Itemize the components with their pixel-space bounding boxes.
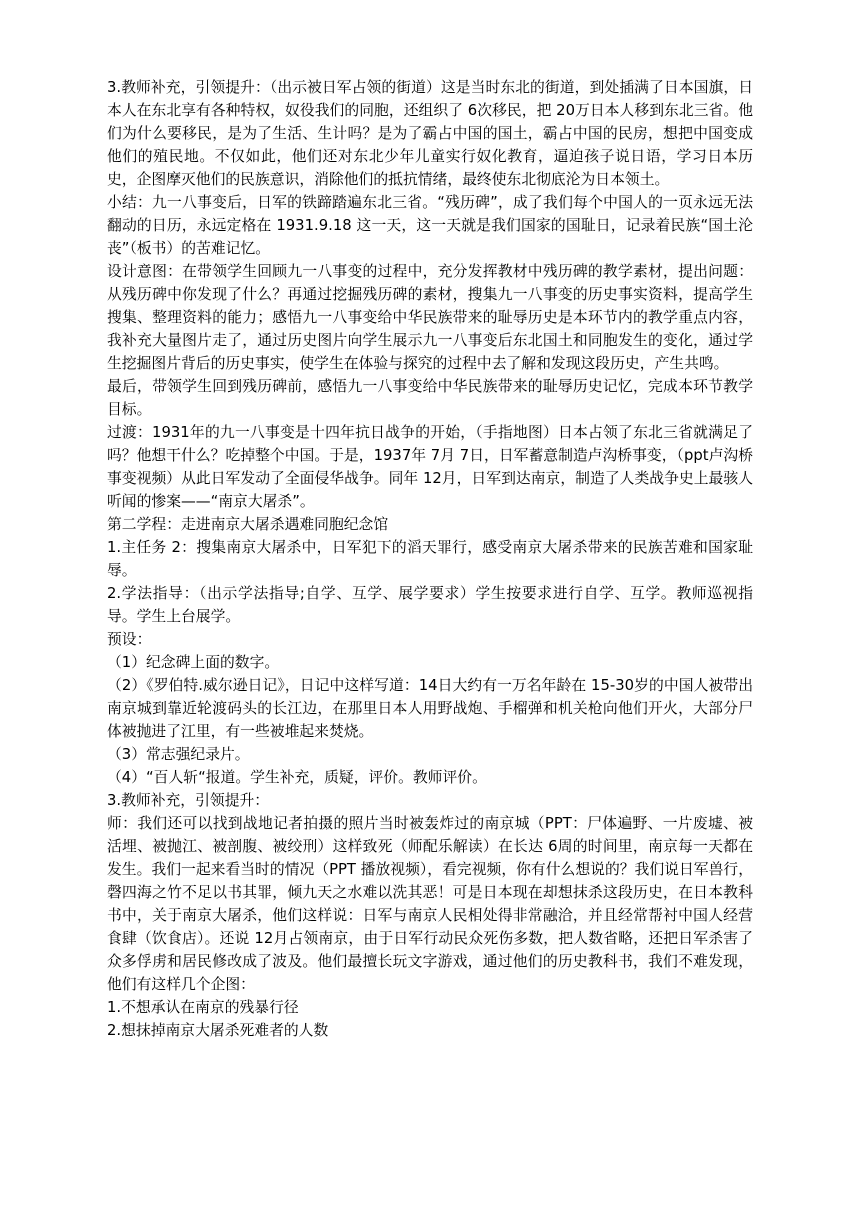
preset-item-1: （1）纪念碑上面的数字。 bbox=[107, 654, 280, 671]
paragraph-study-guidance: 2.学法指导：（出示学法指导;自学、互学、展学要求）学生按要求进行自学、互学。教师巡视指导。学生上台展学。 bbox=[107, 585, 753, 625]
list-item-intent-1: 1.不想承认在南京的残暴行径 bbox=[107, 999, 299, 1016]
section-heading-second-stage: 第二学程：走进南京大屠杀遇难同胞纪念馆 bbox=[107, 516, 389, 533]
preset-item-4: （4）“百人斩“报道。学生补充，质疑，评价。教师评价。 bbox=[107, 769, 487, 786]
paragraph-teacher-speech: 师：我们还可以找到战地记者拍摄的照片当时被轰炸过的南京城（PPT：尸体遍野、一片废墟、被活埋、被抛江、被剖腹、被绞刑）这样致死（师配乐解读）在长达 6周的时间里，南京每一天都在发生。我们一起来看当时的情况（PPT 播放视频），看完视频，你有什么想说的？我们说日军兽行，磬四海之竹不足以书其罪，倾九天之水难以洗其恶！可是日本现在却想抹杀这段历史，在日本教科书中，关于南京大屠杀，他们这样说：日军与南京人民相处得非常融洽，并且经常帮衬中国人经营食肆（饮食店）。还说 12月占领南京，由于日军行动民众死伤多数，把人数省略，还把日军杀害了众多俘虏和居民修改成了波及。他们最擅长玩文字游戏，通过他们的历史教科书，我们不难发现，他们有这样几个企图： bbox=[107, 815, 753, 993]
paragraph-summary: 小结：九一八事变后，日军的铁蹄踏遍东北三省。“残历碑”，成了我们每个中国人的一页永远无法翻动的日历，永远定格在 1931.9.18 这一天，这一天就是我们国家的国耻日，记录着民族“国土沦丧”（板书）的苦难记忆。 bbox=[107, 194, 753, 257]
paragraph-design-intent: 设计意图：在带领学生回顾九一八事变的过程中，充分发挥教材中残历碑的教学素材，提出问题：从残历碑中你发现了什么？再通过挖掘残历碑的素材，搜集九一八事变的历史事实资料，提高学生搜集、整理资料的能力；感悟九一八事变给中华民族带来的耻辱历史是本环节内的教学重点内容，我补充大量图片走了，通过历史图片向学生展示九一八事变后东北国土和同胞发生的变化，通过学生挖掘图片背后的历史事实，使学生在体验与探究的过程中去了解和发现这段历史，产生共鸣。 bbox=[107, 263, 753, 372]
list-item-intent-2: 2.想抹掉南京大屠杀死难者的人数 bbox=[107, 1022, 329, 1039]
paragraph-transition: 过渡：1931年的九一八事变是十四年抗日战争的开始，（手指地图）日本占领了东北三省就满足了吗？他想干什么？吃掉整个中国。于是，1937年 7月 7日，日军蓄意制造卢沟桥事变，（ppt卢沟桥事变视频）从此日军发动了全面侵华战争。同年 12月，日军到达南京，制造了人类战争史上最骇人听闻的惨案——“南京大屠杀”。 bbox=[107, 424, 753, 510]
document-page bbox=[107, 76, 753, 1042]
paragraph-finally: 最后，带领学生回到残历碑前，感悟九一八事变给中华民族带来的耻辱历史记忆，完成本环节教学目标。 bbox=[107, 378, 753, 418]
paragraph-presets-label: 预设： bbox=[107, 631, 152, 648]
paragraph-main-task-2: 1.主任务 2：搜集南京大屠杀中，日军犯下的滔天罪行，感受南京大屠杀带来的民族苦难和国家耻辱。 bbox=[107, 539, 753, 579]
preset-item-2: （2）《罗伯特.威尔逊日记》，日记中这样写道：14日大约有一万名年龄在 15-30岁的中国人被带出南京城到靠近轮渡码头的长江边，在那里日本人用野战炮、手榴弹和机关枪向他们开火，大部分尸体被抛进了江里，有一些被堆起来焚烧。 bbox=[107, 677, 753, 740]
preset-item-3: （3）常志强纪录片。 bbox=[107, 746, 250, 763]
paragraph-teacher-supplement-northeast: 3.教师补充，引领提升：（出示被日军占领的街道）这是当时东北的街道，到处插满了日本国旗，日本人在东北享有各种特权，奴役我们的同胞，还组织了 6次移民，把 20万日本人移到东北三省。他们为什么要移民，是为了生活、生计吗？是为了霸占中国的国土，霸占中国的民房，想把中国变成他们的殖民地。不仅如此，他们还对东北少年儿童实行奴化教育，逼迫孩子说日语，学习日本历史，企图摩灭他们的民族意识，消除他们的抵抗情绪，最终使东北彻底沦为日本领土。 bbox=[107, 79, 753, 188]
paragraph-teacher-supplement-heading: 3.教师补充，引领提升： bbox=[107, 792, 270, 809]
